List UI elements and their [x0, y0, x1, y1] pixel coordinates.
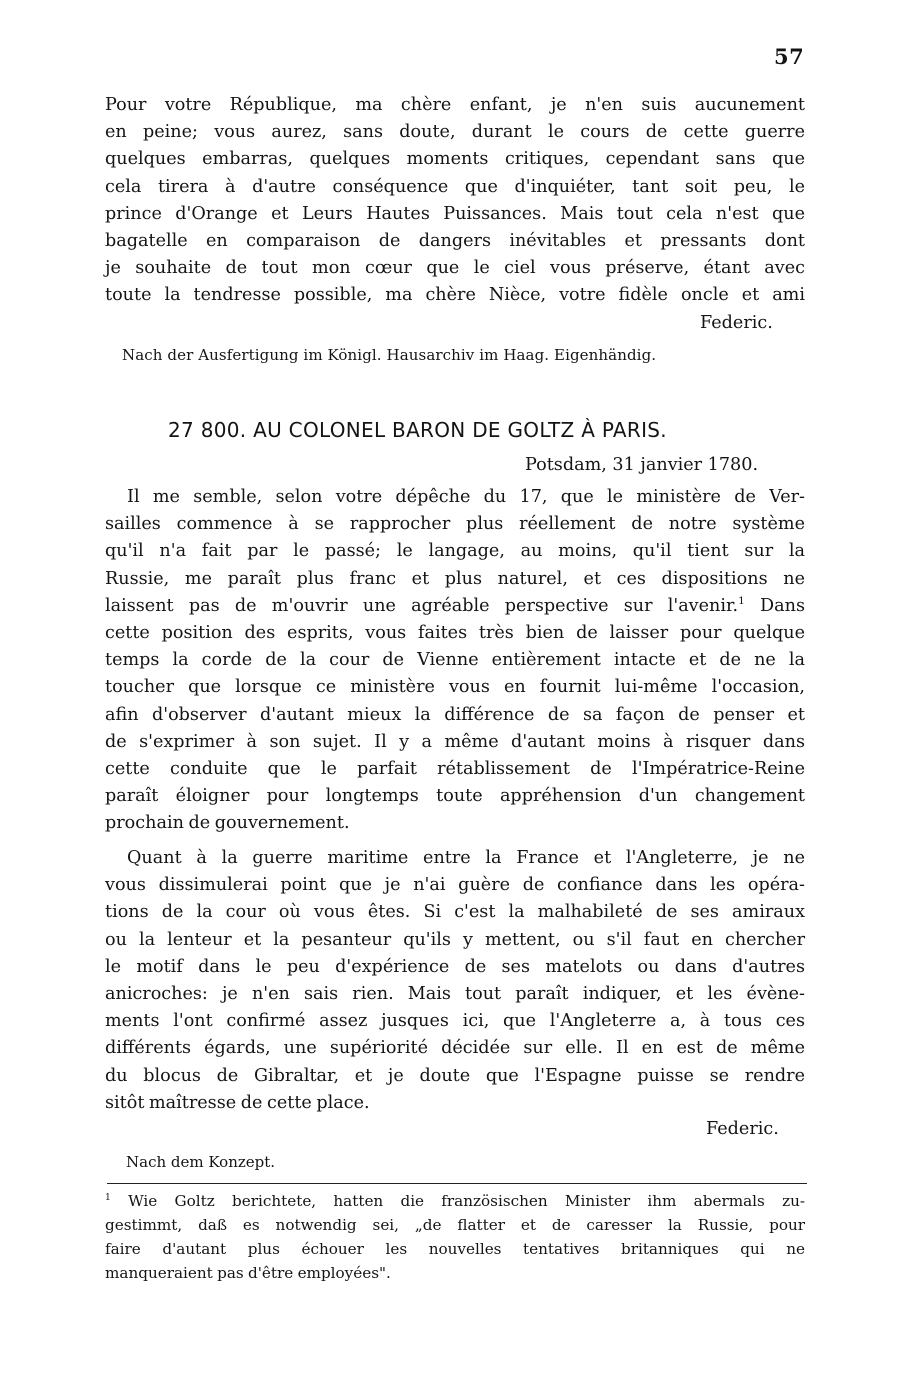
letter-2-paragraph-1 — [105, 484, 805, 837]
text-line-with-footnote — [105, 593, 805, 620]
text-line: paraît éloigner pour longtemps toute appréhension d'un changement — [105, 786, 805, 807]
text-line: je souhaite de tout mon cœur que le ciel vous préserve, étant avec — [105, 258, 805, 279]
letter-2-heading: 27 800. AU COLONEL BARON DE GOLTZ À PARIS. — [168, 418, 667, 442]
text-line: qu'il n'a fait par le passé; le langage, au moins, qu'il tient sur la — [105, 541, 805, 562]
text-segment: Wie Goltz berichtete, hatten die französischen Minister ihm abermals zu- — [128, 1192, 805, 1210]
text-line: Russie, me paraît plus franc et plus naturel, et ces dispositions ne — [105, 568, 805, 589]
text-line: le motif dans le peu d'expérience de ses matelots ou dans d'autres — [105, 956, 805, 977]
footnote-marker: 1 — [105, 1192, 111, 1203]
page-number: 57 — [774, 44, 805, 69]
letter-1-body — [105, 92, 805, 310]
footnote-line: gestimmt, daß es notwendig sei, „de flatter et de caresser la Russie, pour — [105, 1216, 805, 1234]
text-line: prince d'Orange et Leurs Hautes Puissances. Mais tout cela n'est que — [105, 203, 805, 224]
text-line: anicroches: je n'en sais rien. Mais tout paraît indiquer, et les évène- — [105, 983, 805, 1004]
footnote-line: manqueraient pas d'être employées". — [105, 1264, 391, 1282]
letter-2-signature: Federic. — [706, 1119, 779, 1139]
footnote-reference[interactable]: 1 — [738, 594, 745, 607]
text-line: Quant à la guerre maritime entre la France et l'Angleterre, je ne — [127, 848, 805, 868]
text-line: cette position des esprits, vous faites très bien de laisser pour quelque — [105, 622, 805, 643]
text-line: afin d'observer d'autant mieux la différence de sa façon de penser et — [105, 704, 805, 725]
text-line: sailles commence à se rapprocher plus réellement de notre système — [105, 514, 805, 535]
text-line: Il me semble, selon votre dépêche du 17, que le ministère de Ver- — [127, 487, 805, 507]
footnote-line — [105, 1189, 805, 1213]
text-line: bagatelle en comparaison de dangers inévitables et pressants dont — [105, 230, 805, 251]
text-line: de s'exprimer à son sujet. Il y a même d'autant moins à risquer dans — [105, 731, 805, 752]
text-line: différents égards, une supériorité décidée sur elle. Il en est de même — [105, 1038, 805, 1059]
text-line: tions de la cour où vous êtes. Si c'est la malhabileté de ses amiraux — [105, 902, 805, 923]
footnote-line: faire d'autant plus échouer les nouvelles tentatives britanniques qui ne — [105, 1240, 805, 1258]
text-line: cela tirera à d'autre conséquence que d'inquiéter, tant soit peu, le — [105, 176, 805, 197]
letter-2-source-note: Nach dem Konzept. — [126, 1153, 276, 1171]
letter-1-signature: Federic. — [700, 313, 773, 333]
text-line: vous dissimulerai point que je n'ai guère de confiance dans les opéra- — [105, 875, 805, 896]
text-line: temps la corde de la cour de Vienne entièrement intacte et de ne la — [105, 650, 805, 671]
letter-1-source-note: Nach der Ausfertigung im Königl. Hausarchiv im Haag. Eigenhändig. — [122, 346, 657, 364]
letter-2-place-date: Potsdam, 31 janvier 1780. — [525, 455, 759, 475]
text-line: en peine; vous aurez, sans doute, durant le cours de cette guerre — [105, 122, 805, 143]
text-line: toucher que lorsque ce ministère vous en fournit lui-même l'occasion, — [105, 677, 805, 698]
text-line: ou la lenteur et la pesanteur qu'ils y mettent, ou s'il faut en chercher — [105, 929, 805, 950]
text-line: quelques embarras, quelques moments critiques, cependant sans que — [105, 149, 805, 170]
text-line: ments l'ont confirmé assez jusques ici, que l'Angleterre a, à tous ces — [105, 1011, 805, 1032]
text-line: cette conduite que le parfait rétablissement de l'Impératrice-Reine — [105, 758, 805, 779]
footnote-divider — [107, 1183, 807, 1184]
text-line: sitôt maîtresse de cette place. — [105, 1092, 370, 1113]
text-line: toute la tendresse possible, ma chère Nièce, votre fidèle oncle et ami — [105, 285, 805, 306]
text-line: prochain de gouvernement. — [105, 813, 350, 834]
text-line: Pour votre République, ma chère enfant, je n'en suis aucunement — [105, 95, 805, 115]
letter-2-paragraph-2 — [105, 845, 805, 1117]
text-line: du blocus de Gibraltar, et je doute que l'Espagne puisse se rendre — [105, 1065, 805, 1086]
text-segment: laissent pas de m'ouvrir une agréable perspective sur l'avenir. — [105, 595, 739, 616]
footnote — [105, 1189, 805, 1285]
text-segment: Dans — [760, 595, 806, 616]
